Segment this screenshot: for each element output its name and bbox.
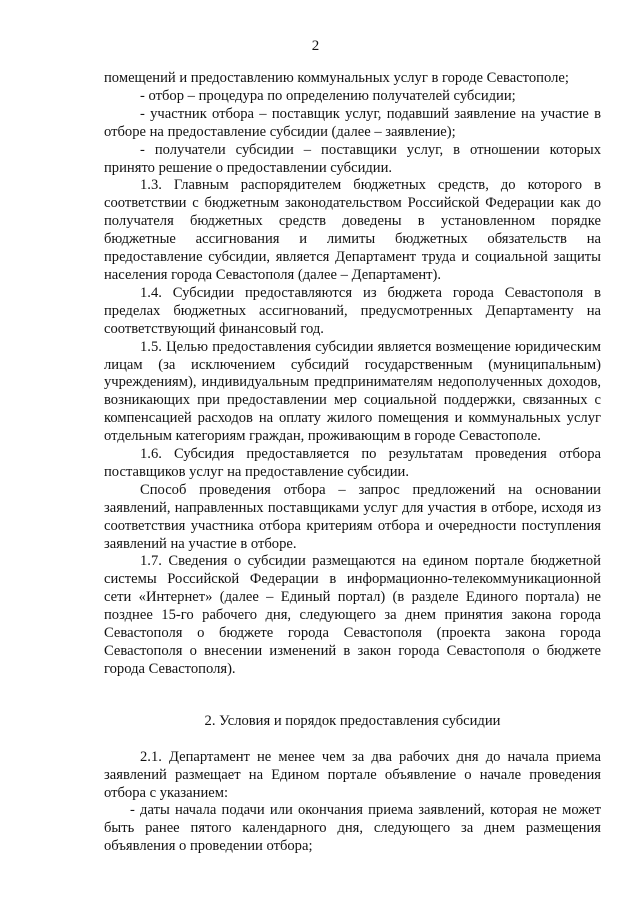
paragraph: 1.5. Целью предоставления субсидии является возмещение юридическим лицам (за исключением субсидий государственным (муниципальным) учреждениям), индивидуальным предпринимателям недополученных доходов, возникающих при предоставлении мер социальной поддержки, связанных с компенсацией расходов на оплату жилого помещения и коммунальных услуг отдельным категориям граждан, проживающим в городе Севастополе.	[104, 338, 601, 445]
paragraph: 1.4. Субсидии предоставляются из бюджета города Севастополя в пределах бюджетных ассигнований, предусмотренных Департаменту на соответствующий финансовый год.	[104, 284, 601, 337]
paragraph: Способ проведения отбора – запрос предложений на основании заявлений, направленных поставщиками услуг для участия в отборе, исходя из соответствия участника отбора критериям отбора и очередности поступления заявлений на участие в отборе.	[104, 481, 601, 552]
list-item: - получатели субсидии – поставщики услуг, в отношении которых принято решение о предоставлении субсидии.	[104, 141, 601, 176]
document-body	[104, 70, 601, 856]
section-heading: 2. Условия и порядок предоставления субсидии	[204, 712, 501, 729]
page-number: 2	[311, 38, 320, 54]
paragraph: 2.1. Департамент не менее чем за два рабочих дня до начала приема заявлений размещает на Едином портале объявление о начале проведения отбора с указанием:	[104, 748, 601, 801]
list-item: - участник отбора – поставщик услуг, подавший заявление на участие в отборе на предоставление субсидии (далее – заявление);	[104, 105, 601, 140]
paragraph: 1.6. Субсидия предоставляется по результатам проведения отбора поставщиков услуг на предоставление субсидии.	[104, 446, 601, 480]
list-item: - отбор – процедура по определению получателей субсидии;	[140, 87, 516, 104]
paragraph: помещений и предоставлению коммунальных услуг в городе Севастополе;	[104, 70, 569, 86]
list-item: - даты начала подачи или окончания приема заявлений, которая не может быть ранее пятого календарного дня, следующего за днем размещения объявления о проведении отбора;	[104, 802, 601, 855]
paragraph: 1.3. Главным распорядителем бюджетных средств, до которого в соответствии с бюджетным законодательством Российской Федерации как до получателя бюджетных средств доведены в установленном порядке бюджетные ассигнования и лимиты бюджетных обязательств на предоставление субсидии, является Департамент труда и социальной защиты населения города Севастополя (далее – Департамент).	[104, 177, 601, 283]
paragraph: 1.7. Сведения о субсидии размещаются на едином портале бюджетной системы Российской Федерации в информационно-телекоммуникационной сети «Интернет» (далее – Единый портал) (в разделе Единого портала) не позднее 15-го рабочего дня, следующего за днем принятия закона города Севастополя о бюджете города Севастополя (проекта закона города Севастополя о внесении изменений в закон города Севастополя о бюджете города Севастополя).	[104, 553, 601, 677]
